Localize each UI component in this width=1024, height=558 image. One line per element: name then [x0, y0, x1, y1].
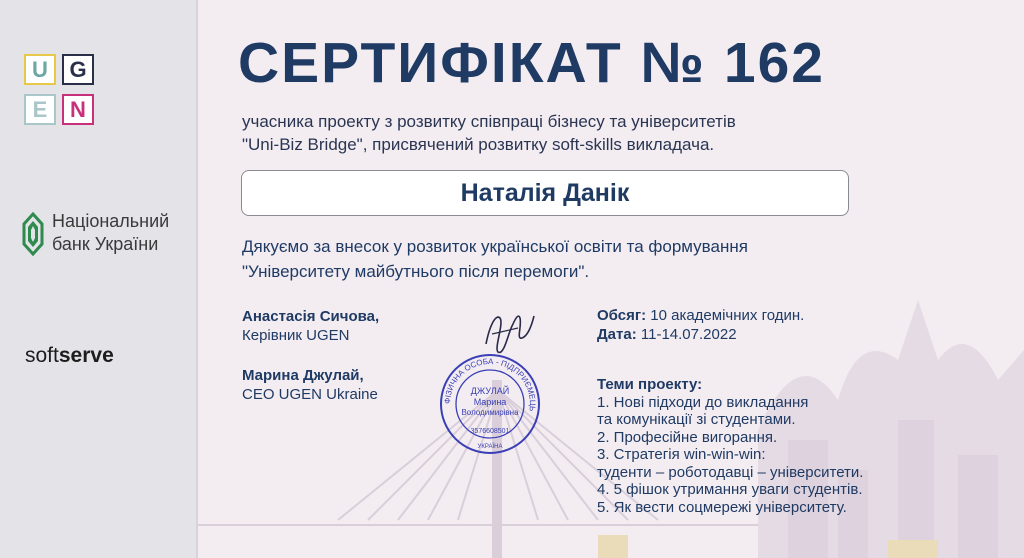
signatory-1 — [242, 307, 379, 345]
topic-line: та комунікації зі студентами. — [597, 411, 796, 428]
official-stamp — [438, 352, 542, 456]
certificate-subtitle — [242, 110, 736, 156]
recipient-name: Наталія Данік — [460, 178, 630, 207]
signatory-1-name: Анастасія Сичова, — [242, 308, 380, 325]
thanks-text — [242, 234, 748, 284]
volume-value: 10 академічних годин. — [650, 307, 805, 324]
topic-line: 4. 5 фішок утримання уваги студентів. — [597, 481, 863, 498]
volume-label: Обсяг: — [597, 307, 647, 324]
stamp-country: УКРАЇНА — [477, 444, 503, 450]
ugen-logo-g: G — [62, 54, 94, 85]
ugen-logo-n: N — [62, 94, 94, 125]
course-details — [597, 306, 804, 344]
thanks-line-1: Дякуємо за внесок у розвиток української освіти та формування — [242, 237, 748, 256]
project-topics — [597, 376, 863, 516]
softserve-logo — [25, 344, 114, 368]
volume-row — [597, 306, 804, 325]
sponsor-sidebar — [0, 0, 196, 558]
softserve-serve: serve — [58, 344, 114, 367]
subtitle-line-1: учасника проекту з розвитку співпраці бізнесу та університетів — [242, 112, 736, 131]
thanks-line-2: "Університету майбутнього після перемоги". — [242, 262, 590, 281]
date-row — [597, 325, 804, 344]
topic-line: 2. Професійне вигорання. — [597, 428, 778, 446]
topic-line: 5. Як вести соцмережі університету. — [597, 498, 847, 516]
nbu-name — [52, 210, 169, 256]
stamp-line-3: Володимирівна — [461, 408, 519, 417]
ugen-logo-e: E — [24, 94, 56, 125]
nbu-line-1: Національний — [52, 211, 170, 231]
nbu-emblem-icon — [20, 212, 46, 256]
stamp-code: 3576608501 — [470, 428, 510, 435]
date-label: Дата: — [597, 326, 637, 343]
stamp-line-2: Марина — [473, 397, 507, 407]
stamp-outer-text: ФІЗИЧНА ОСОБА - ПІДПРИЄМЕЦЬ — [442, 356, 538, 412]
ugen-logo-u: U — [24, 54, 56, 85]
softserve-soft: soft — [25, 344, 59, 367]
topic-line: 1. Нові підходи до викладання — [597, 393, 809, 411]
signatory-2-role: CEO UGEN Ukraine — [242, 386, 378, 403]
nbu-logo — [18, 210, 188, 260]
certificate-title: СЕРТИФІКАТ № 162 — [238, 31, 825, 95]
recipient-name-box — [241, 170, 849, 216]
signatory-2-name: Марина Джулай, — [242, 367, 364, 384]
nbu-line-2: банк України — [52, 234, 159, 254]
ugen-logo — [24, 54, 100, 128]
stamp-line-1: ДЖУЛАЙ — [470, 386, 510, 396]
topic-line: 3. Стратегія win-win-win: — [597, 446, 766, 463]
signatory-1-role: Керівник UGEN — [242, 327, 350, 344]
topic-line: туденти – роботодавці – університети. — [597, 463, 864, 481]
signatory-2 — [242, 366, 378, 404]
date-value: 11-14.07.2022 — [640, 326, 737, 343]
topics-heading: Теми проекту: — [597, 376, 703, 393]
subtitle-line-2: "Uni-Biz Bridge", присвячений розвитку soft-skills викладача. — [242, 135, 715, 154]
